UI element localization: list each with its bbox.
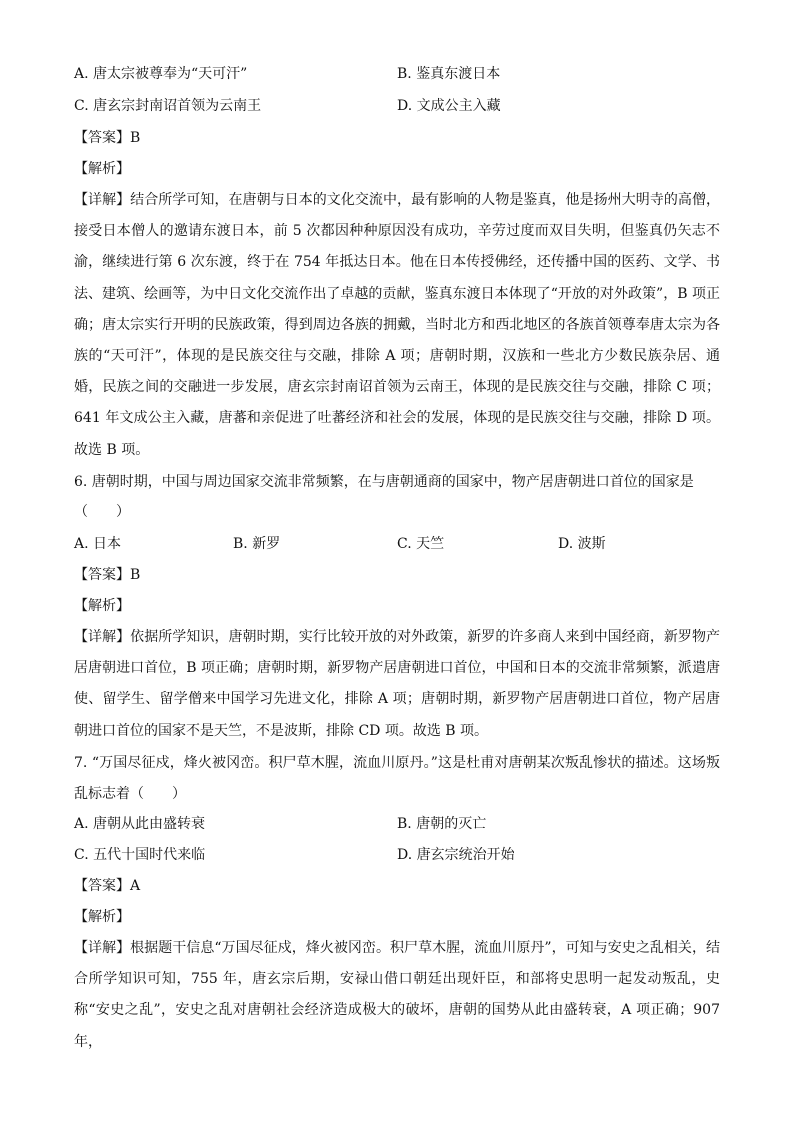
q6-option-d: D. 波斯: [558, 536, 606, 552]
q7-option-c: C. 五代十国时代来临: [74, 847, 206, 863]
q5-option-b: B. 鉴真东渡日本: [397, 66, 501, 82]
q6-answer: 【答案】B: [74, 567, 141, 583]
q6-blank: （ ）: [74, 504, 130, 520]
q5-analysis-heading: 【解析】: [74, 161, 130, 177]
q7-stem: 7. “万国尽征戍，烽火被冈峦。积尸草木腥，流血川原丹。”这是杜甫对唐朝某次叛乱惨状的描述。这场叛乱标志着（ ）: [74, 755, 720, 803]
q6-stem: 6. 唐朝时期，中国与周边国家交流非常频繁，在与唐朝通商的国家中，物产居唐朝进口首位的国家是: [74, 474, 694, 490]
q7-answer: 【答案】A: [74, 878, 141, 894]
q7-detail-paragraph: 【详解】根据题干信息“万国尽征戍，烽火被冈峦。积尸草木腥，流血川原丹”，可知与安史之乱相关，结合所学知识可知，755 年，唐玄宗后期，安禄山借口朝廷出现奸臣，和部将史思明一起发动叛乱，史称“安史之乱”，安史之乱对唐朝社会经济造成极大的破坏，唐朝的国势从此由盛转衰，A 项正确；907 年，: [74, 940, 720, 1050]
q6-option-c: C. 天竺: [397, 536, 445, 552]
q5-option-d: D. 文成公主入藏: [397, 98, 501, 114]
q6-option-b: B. 新罗: [233, 536, 281, 552]
q7-option-d: D. 唐玄宗统治开始: [397, 847, 515, 863]
q5-option-c: C. 唐玄宗封南诏首领为云南王: [74, 98, 262, 114]
q5-detail-paragraph: 【详解】结合所学可知，在唐朝与日本的文化交流中，最有影响的人物是鉴真，他是扬州大明寺的高僧，接受日本僧人的邀请东渡日本，前 5 次都因种种原因没有成功，辛劳过度而双目失明，但鉴真仍矢志不渝，继续进行第 6 次东渡，终于在 754 年抵达日本。他在日本传授佛经，还传播中国的医药、文学、书法、建筑、绘画等，为中日文化交流作出了卓越的贡献，鉴真东渡日本体现了“开放的对外政策”，B 项正确；唐太宗实行开明的民族政策，得到周边各族的拥戴，当时北方和西北地区的各族首领尊奉唐太宗为各族的“天可汗”，体现的是民族交往与交融，排除 A 项；唐朝时期，汉族和一些北方少数民族杂居、通婚，民族之间的交融进一步发展，唐玄宗封南诏首领为云南王，体现的是民族交往与交融，排除 C 项；641 年文成公主入藏，唐蕃和亲促进了吐蕃经济和社会的发展，体现的是民族交往与交融，排除 D 项。故选 B 项。: [74, 192, 720, 458]
q6-detail-paragraph: 【详解】依据所学知识，唐朝时期，实行比较开放的对外政策，新罗的许多商人来到中国经商，新罗物产居唐朝进口首位，B 项正确；唐朝时期，新罗物产居唐朝进口首位，中国和日本的交流非常频繁，派遣唐使、留学生、留学僧来中国学习先进文化，排除 A 项；唐朝时期，新罗物产居唐朝进口首位，物产居唐朝进口首位的国家不是天竺，不是波斯，排除 CD 项。故选 B 项。: [74, 629, 720, 739]
q7-option-b: B. 唐朝的灭亡: [397, 816, 487, 832]
q7-analysis-heading: 【解析】: [74, 909, 130, 925]
q7-option-a: A. 唐朝从此由盛转衰: [74, 816, 206, 832]
q5-option-a: A. 唐太宗被尊奉为“天可汗”: [74, 66, 248, 82]
q6-analysis-heading: 【解析】: [74, 598, 130, 614]
q5-answer: 【答案】B: [74, 130, 141, 146]
q6-option-a: A. 日本: [74, 536, 122, 552]
